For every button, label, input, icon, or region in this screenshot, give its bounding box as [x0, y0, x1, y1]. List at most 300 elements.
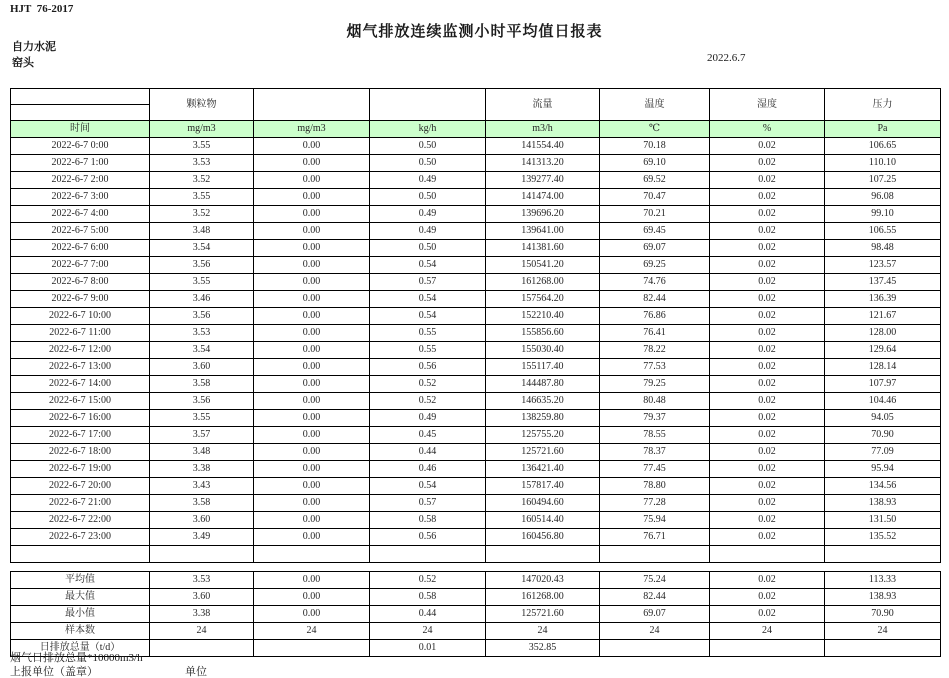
- table-row-value: 161268.00: [486, 274, 600, 291]
- table-row-label: 2022-6-7 17:00: [11, 427, 150, 444]
- spacer-cell: [370, 546, 486, 563]
- table-row-value: 0.00: [254, 172, 370, 189]
- page-title: 烟气排放连续监测小时平均值日报表: [346, 24, 603, 40]
- table-row-value: 0.50: [370, 240, 486, 257]
- table-row: [11, 393, 941, 410]
- table-row: [11, 359, 941, 376]
- table-row-value: 3.46: [150, 291, 254, 308]
- table-row-value: 104.46: [825, 393, 941, 410]
- table-row-value: 128.00: [825, 325, 941, 342]
- table-row-value: 0.00: [254, 495, 370, 512]
- table-row-value: 0.00: [254, 342, 370, 359]
- summary-row-value: [150, 640, 254, 657]
- footer-report-unit-label: 上报单位（盖章）: [10, 666, 98, 678]
- table-row-value: 69.25: [600, 257, 710, 274]
- table-row-value: 0.50: [370, 189, 486, 206]
- table-row-value: 136421.40: [486, 461, 600, 478]
- table-row-value: 3.49: [150, 529, 254, 546]
- col-header-humidity: 湿度: [710, 89, 825, 121]
- table-row-value: 96.08: [825, 189, 941, 206]
- table-row-value: 0.02: [710, 206, 825, 223]
- table-row-value: 0.00: [254, 359, 370, 376]
- table-row-value: 0.56: [370, 529, 486, 546]
- spacer-cell: [150, 546, 254, 563]
- table-row-value: 69.10: [600, 155, 710, 172]
- table-row-value: 0.02: [710, 223, 825, 240]
- table-row-value: 137.45: [825, 274, 941, 291]
- table-row-value: 3.54: [150, 342, 254, 359]
- table-row-value: 0.57: [370, 274, 486, 291]
- emission-source-name: 窑头: [12, 57, 34, 69]
- table-row-value: 0.55: [370, 342, 486, 359]
- table-row-value: 0.00: [254, 529, 370, 546]
- table-row-label: 2022-6-7 6:00: [11, 240, 150, 257]
- summary-row-value: 147020.43: [486, 572, 600, 589]
- table-row-value: 0.02: [710, 155, 825, 172]
- header-blank-top-cell: [11, 89, 150, 105]
- summary-row-value: [254, 640, 370, 657]
- table-row-value: 69.07: [600, 240, 710, 257]
- table-row-value: 150541.20: [486, 257, 600, 274]
- summary-row-value: 125721.60: [486, 606, 600, 623]
- summary-row-value: 0.01: [370, 640, 486, 657]
- table-row-label: 2022-6-7 13:00: [11, 359, 150, 376]
- table-row-value: 0.02: [710, 342, 825, 359]
- table-row-value: 0.00: [254, 512, 370, 529]
- table-row: [11, 240, 941, 257]
- summary-row: [11, 589, 941, 606]
- table-row-value: 155856.60: [486, 325, 600, 342]
- summary-row-label: 平均值: [11, 572, 150, 589]
- table-row-value: 0.00: [254, 189, 370, 206]
- table-row-value: 3.58: [150, 376, 254, 393]
- summary-row-value: 3.60: [150, 589, 254, 606]
- table-row-value: 123.57: [825, 257, 941, 274]
- hourly-rows: [11, 138, 941, 546]
- table-row-value: 106.65: [825, 138, 941, 155]
- table-row-value: 77.09: [825, 444, 941, 461]
- table-row-label: 2022-6-7 4:00: [11, 206, 150, 223]
- table-row-value: 141313.20: [486, 155, 600, 172]
- unit-percent: %: [710, 121, 825, 138]
- table-row-value: 141381.60: [486, 240, 600, 257]
- summary-row-value: 69.07: [600, 606, 710, 623]
- table-row-value: 74.76: [600, 274, 710, 291]
- table-row: [11, 172, 941, 189]
- table-row-value: 0.02: [710, 461, 825, 478]
- table-row-label: 2022-6-7 15:00: [11, 393, 150, 410]
- table-row-label: 2022-6-7 16:00: [11, 410, 150, 427]
- summary-row-value: 352.85: [486, 640, 600, 657]
- summary-row: [11, 572, 941, 589]
- table-row-label: 2022-6-7 12:00: [11, 342, 150, 359]
- unit-celsius: ℃: [600, 121, 710, 138]
- table-row-value: 70.18: [600, 138, 710, 155]
- table-row-value: 3.56: [150, 308, 254, 325]
- table-row-label: 2022-6-7 9:00: [11, 291, 150, 308]
- summary-row-value: 82.44: [600, 589, 710, 606]
- summary-row-value: [825, 640, 941, 657]
- table-row-value: 76.41: [600, 325, 710, 342]
- col-header-pressure: 压力: [825, 89, 941, 121]
- table-row-label: 2022-6-7 1:00: [11, 155, 150, 172]
- table-row-label: 2022-6-7 11:00: [11, 325, 150, 342]
- table-row-value: 0.00: [254, 155, 370, 172]
- col-header-temperature: 温度: [600, 89, 710, 121]
- standard-code: HJT 76-2017: [10, 3, 74, 15]
- table-row-value: 0.02: [710, 393, 825, 410]
- table-row-value: 139696.20: [486, 206, 600, 223]
- table-row: [11, 461, 941, 478]
- table-row-value: 76.71: [600, 529, 710, 546]
- table-row-value: 0.49: [370, 223, 486, 240]
- table-row-value: 160514.40: [486, 512, 600, 529]
- table-row-value: 0.02: [710, 257, 825, 274]
- unit-kg-h: kg/h: [370, 121, 486, 138]
- summary-row-value: 0.00: [254, 572, 370, 589]
- table-row: [11, 478, 941, 495]
- table-row-value: 0.00: [254, 410, 370, 427]
- table-row-value: 141474.00: [486, 189, 600, 206]
- table-row: [11, 138, 941, 155]
- table-row-value: 77.45: [600, 461, 710, 478]
- table-row-value: 0.02: [710, 478, 825, 495]
- spacer-cell: [710, 546, 825, 563]
- table-row-label: 2022-6-7 20:00: [11, 478, 150, 495]
- table-row-value: 3.48: [150, 223, 254, 240]
- table-row-label: 2022-6-7 8:00: [11, 274, 150, 291]
- summary-row-value: 0.02: [710, 606, 825, 623]
- table-row: [11, 376, 941, 393]
- table-row: [11, 189, 941, 206]
- table-row-label: 2022-6-7 22:00: [11, 512, 150, 529]
- table-row-value: 3.52: [150, 206, 254, 223]
- table-row-label: 2022-6-7 19:00: [11, 461, 150, 478]
- spacer-cell: [825, 546, 941, 563]
- unit-particulate: mg/m3: [150, 121, 254, 138]
- table-row: [11, 291, 941, 308]
- table-row-value: 107.25: [825, 172, 941, 189]
- table-row-label: 2022-6-7 21:00: [11, 495, 150, 512]
- table-row-label: 2022-6-7 5:00: [11, 223, 150, 240]
- unit-row: [11, 121, 941, 138]
- table-row-value: 0.02: [710, 376, 825, 393]
- table-row: [11, 410, 941, 427]
- table-row-value: 0.49: [370, 172, 486, 189]
- table-row-value: 131.50: [825, 512, 941, 529]
- table-row-value: 80.48: [600, 393, 710, 410]
- table-row-value: 70.21: [600, 206, 710, 223]
- hourly-data-table: [10, 88, 941, 563]
- table-row-value: 107.97: [825, 376, 941, 393]
- summary-rows: [11, 572, 941, 657]
- table-row-value: 160456.80: [486, 529, 600, 546]
- summary-row-label: 最小值: [11, 606, 150, 623]
- table-row: [11, 308, 941, 325]
- table-row-value: 3.56: [150, 257, 254, 274]
- table-row-value: 138.93: [825, 495, 941, 512]
- table-row: [11, 223, 941, 240]
- table-row-value: 3.60: [150, 359, 254, 376]
- table-row-value: 157817.40: [486, 478, 600, 495]
- spacer-row: [11, 546, 941, 563]
- summary-row-value: 3.38: [150, 606, 254, 623]
- table-row-value: 0.00: [254, 393, 370, 410]
- summary-row-label: 日排放总量（t/d）: [11, 640, 150, 657]
- table-row: [11, 274, 941, 291]
- table-row-value: 0.02: [710, 359, 825, 376]
- table-row-value: 82.44: [600, 291, 710, 308]
- table-row-value: 0.54: [370, 308, 486, 325]
- footer-flow-total-note: 烟气日排放总量*10000m3/h: [10, 652, 143, 664]
- unit-m3-h: m3/h: [486, 121, 600, 138]
- table-row-value: 134.56: [825, 478, 941, 495]
- table-row-value: 3.57: [150, 427, 254, 444]
- table-row-value: 0.55: [370, 325, 486, 342]
- table-row-value: 0.49: [370, 206, 486, 223]
- summary-row-value: 0.02: [710, 589, 825, 606]
- summary-row-value: 24: [825, 623, 941, 640]
- table-row-value: 69.45: [600, 223, 710, 240]
- table-row-value: 76.86: [600, 308, 710, 325]
- table-row-value: 79.37: [600, 410, 710, 427]
- table-row-value: 0.00: [254, 325, 370, 342]
- table-row-value: 70.90: [825, 427, 941, 444]
- table-row-value: 3.43: [150, 478, 254, 495]
- table-row-value: 0.52: [370, 393, 486, 410]
- table-row-value: 0.00: [254, 376, 370, 393]
- table-row-value: 99.10: [825, 206, 941, 223]
- table-row-label: 2022-6-7 3:00: [11, 189, 150, 206]
- table-row-value: 0.02: [710, 240, 825, 257]
- table-row-value: 75.94: [600, 512, 710, 529]
- col-header-flow: 流量: [486, 89, 600, 121]
- table-row-value: 3.55: [150, 410, 254, 427]
- table-row-value: 138259.80: [486, 410, 600, 427]
- table-row-value: 0.00: [254, 444, 370, 461]
- summary-row-value: 24: [150, 623, 254, 640]
- table-row-value: 98.48: [825, 240, 941, 257]
- table-row-value: 0.02: [710, 444, 825, 461]
- table-row-value: 135.52: [825, 529, 941, 546]
- table-row-label: 2022-6-7 14:00: [11, 376, 150, 393]
- table-row-value: 0.00: [254, 274, 370, 291]
- table-row: [11, 427, 941, 444]
- table-row-value: 3.52: [150, 172, 254, 189]
- table-row-value: 139277.40: [486, 172, 600, 189]
- company-name: 自力水泥: [12, 41, 56, 53]
- table-row-value: 106.55: [825, 223, 941, 240]
- table-row-value: 0.00: [254, 291, 370, 308]
- table-row-value: 95.94: [825, 461, 941, 478]
- table-row-value: 146635.20: [486, 393, 600, 410]
- table-row-value: 128.14: [825, 359, 941, 376]
- table-row-value: 0.54: [370, 257, 486, 274]
- table-row: [11, 495, 941, 512]
- table-row-value: 0.45: [370, 427, 486, 444]
- table-row-value: 136.39: [825, 291, 941, 308]
- table-row-value: 3.55: [150, 189, 254, 206]
- table-row: [11, 257, 941, 274]
- table-row-value: 0.02: [710, 172, 825, 189]
- summary-row-value: 0.44: [370, 606, 486, 623]
- summary-row-value: 0.52: [370, 572, 486, 589]
- table-row-value: 3.60: [150, 512, 254, 529]
- table-row-value: 0.52: [370, 376, 486, 393]
- summary-row-value: 24: [370, 623, 486, 640]
- table-row-value: 0.02: [710, 138, 825, 155]
- table-row-value: 0.02: [710, 529, 825, 546]
- table-row: [11, 155, 941, 172]
- table-row-value: 0.00: [254, 478, 370, 495]
- table-row-value: 0.46: [370, 461, 486, 478]
- table-row-value: 0.56: [370, 359, 486, 376]
- table-row-value: 3.53: [150, 155, 254, 172]
- summary-row-value: 161268.00: [486, 589, 600, 606]
- report-date: 2022.6.7: [707, 52, 746, 64]
- table-row-value: 160494.60: [486, 495, 600, 512]
- table-row: [11, 206, 941, 223]
- table-row-value: 79.25: [600, 376, 710, 393]
- summary-row-value: 0.00: [254, 589, 370, 606]
- table-row-value: 152210.40: [486, 308, 600, 325]
- spacer-cell: [254, 546, 370, 563]
- header-group-row: [11, 89, 941, 105]
- table-row-value: 0.02: [710, 274, 825, 291]
- spacer-cell: [486, 546, 600, 563]
- table-row-value: 0.02: [710, 427, 825, 444]
- table-row-value: 77.53: [600, 359, 710, 376]
- table-row-value: 0.00: [254, 308, 370, 325]
- table-row-value: 0.00: [254, 138, 370, 155]
- table-row-label: 2022-6-7 18:00: [11, 444, 150, 461]
- table-row-value: 94.05: [825, 410, 941, 427]
- table-row-value: 0.00: [254, 257, 370, 274]
- footer-unit-label: 单位: [185, 666, 207, 678]
- table-row-value: 0.00: [254, 240, 370, 257]
- table-row-label: 2022-6-7 23:00: [11, 529, 150, 546]
- table-row-value: 3.55: [150, 274, 254, 291]
- table-row-value: 3.56: [150, 393, 254, 410]
- unit-mg-m3: mg/m3: [254, 121, 370, 138]
- table-row-value: 0.02: [710, 495, 825, 512]
- table-row-value: 70.47: [600, 189, 710, 206]
- table-row-value: 0.02: [710, 291, 825, 308]
- table-row-value: 0.49: [370, 410, 486, 427]
- table-row-value: 157564.20: [486, 291, 600, 308]
- summary-row-value: 70.90: [825, 606, 941, 623]
- summary-row: [11, 623, 941, 640]
- table-row-value: 0.02: [710, 308, 825, 325]
- spacer-cell: [11, 546, 150, 563]
- summary-row-value: 0.58: [370, 589, 486, 606]
- col-header-blank-2: [370, 89, 486, 121]
- table-row-value: 141554.40: [486, 138, 600, 155]
- table-row-value: 144487.80: [486, 376, 600, 393]
- summary-row-value: 24: [254, 623, 370, 640]
- summary-row-value: 24: [710, 623, 825, 640]
- table-row-value: 155030.40: [486, 342, 600, 359]
- table-row-value: 78.37: [600, 444, 710, 461]
- table-row-value: 3.48: [150, 444, 254, 461]
- table-row-value: 0.50: [370, 138, 486, 155]
- table-row-label: 2022-6-7 7:00: [11, 257, 150, 274]
- table-row-value: 0.58: [370, 512, 486, 529]
- table-row-value: 3.54: [150, 240, 254, 257]
- table-row: [11, 529, 941, 546]
- table-row-value: 110.10: [825, 155, 941, 172]
- col-header-particulate: 颗粒物: [150, 89, 254, 121]
- table-row-value: 129.64: [825, 342, 941, 359]
- summary-row-label: 样本数: [11, 623, 150, 640]
- table-row-value: 139641.00: [486, 223, 600, 240]
- table-row-value: 0.00: [254, 223, 370, 240]
- table-row-label: 2022-6-7 10:00: [11, 308, 150, 325]
- table-row-value: 0.00: [254, 206, 370, 223]
- summary-row: [11, 606, 941, 623]
- table-row-value: 0.44: [370, 444, 486, 461]
- table-row-label: 2022-6-7 0:00: [11, 138, 150, 155]
- summary-row-value: 0.00: [254, 606, 370, 623]
- table-row-value: 78.80: [600, 478, 710, 495]
- table-row-value: 0.02: [710, 512, 825, 529]
- col-header-blank-1: [254, 89, 370, 121]
- header-blank-bottom-cell: [11, 105, 150, 121]
- summary-row: [11, 640, 941, 657]
- table-row-value: 0.54: [370, 478, 486, 495]
- table-row-value: 78.22: [600, 342, 710, 359]
- summary-row-value: 3.53: [150, 572, 254, 589]
- table-row-value: 69.52: [600, 172, 710, 189]
- summary-row-label: 最大值: [11, 589, 150, 606]
- summary-row-value: 0.02: [710, 572, 825, 589]
- summary-row-value: [600, 640, 710, 657]
- table-row-value: 121.67: [825, 308, 941, 325]
- table-row-value: 3.58: [150, 495, 254, 512]
- table-row-label: 2022-6-7 2:00: [11, 172, 150, 189]
- summary-row-value: 24: [486, 623, 600, 640]
- table-row-value: 3.55: [150, 138, 254, 155]
- table-row: [11, 444, 941, 461]
- table-row: [11, 325, 941, 342]
- report-tables: [10, 88, 940, 657]
- table-row: [11, 342, 941, 359]
- spacer-cell: [600, 546, 710, 563]
- summary-row-value: [710, 640, 825, 657]
- summary-row-value: 113.33: [825, 572, 941, 589]
- time-column-header: 时间: [11, 121, 150, 138]
- summary-row-value: 24: [600, 623, 710, 640]
- table-row-value: 0.50: [370, 155, 486, 172]
- table-row-value: 0.02: [710, 410, 825, 427]
- table-row-value: 0.02: [710, 325, 825, 342]
- table-row-value: 125755.20: [486, 427, 600, 444]
- summary-row-value: 75.24: [600, 572, 710, 589]
- table-row-value: 0.02: [710, 189, 825, 206]
- table-row-value: 0.54: [370, 291, 486, 308]
- table-row-value: 125721.60: [486, 444, 600, 461]
- unit-pa: Pa: [825, 121, 941, 138]
- table-row-value: 155117.40: [486, 359, 600, 376]
- summary-table: [10, 571, 941, 657]
- table-row: [11, 512, 941, 529]
- table-row-value: 77.28: [600, 495, 710, 512]
- table-row-value: 0.00: [254, 461, 370, 478]
- table-row-value: 0.00: [254, 427, 370, 444]
- table-row-value: 78.55: [600, 427, 710, 444]
- table-row-value: 3.53: [150, 325, 254, 342]
- table-row-value: 0.57: [370, 495, 486, 512]
